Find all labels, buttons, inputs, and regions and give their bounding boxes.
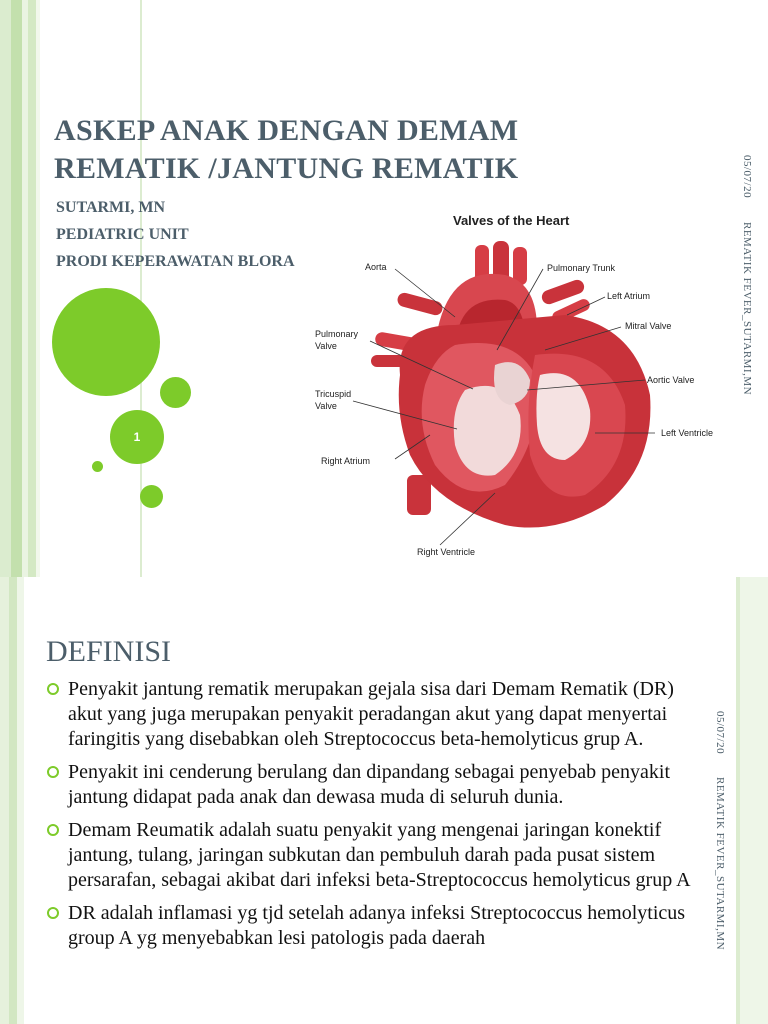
decor-stripe [0, 0, 11, 577]
section-heading: DEFINISI [46, 635, 171, 668]
label-left-ventricle: Left Ventricle [661, 428, 714, 438]
slide-number: 1 [110, 410, 164, 464]
definition-slide [0, 577, 768, 1024]
list-item-text: Penyakit jantung rematik merupakan gejala sisa dari Demam Rematik (DR) akut yang juga merupakan penyakit peradangan akut yang dapat menyertai faringitis yang disebabkan oleh Streptococcus beta-hemolyticus grup A. [68, 678, 674, 750]
list-item [46, 818, 696, 893]
decor-stripe [36, 0, 40, 577]
author-name: SUTARMI, MN [56, 199, 166, 216]
decor-circle-tiny [92, 461, 103, 472]
decor-stripe [740, 577, 768, 1024]
list-item-text: DR adalah inflamasi yg tjd setelah adanya infeksi Streptococcus hemolyticus group A yg menyebabkan lesi patologis pada daerah [68, 902, 686, 949]
label-aortic-valve: Aortic Valve [647, 375, 695, 385]
side-label: REMATIK FEVER_SUTARMI,MN [741, 222, 753, 396]
label-pulmonary-valve-1: Pulmonary [315, 329, 359, 339]
decor-stripe [11, 0, 22, 577]
label-aorta: Aorta [365, 262, 387, 272]
subtitle-block [56, 194, 306, 275]
decor-circle-medium [160, 377, 191, 408]
label-pulmonary-trunk: Pulmonary Trunk [547, 263, 616, 273]
slide-title [54, 112, 574, 188]
decor-circle-small [140, 485, 163, 508]
label-tricuspid-valve-1: Tricuspid [315, 389, 352, 399]
definition-list [46, 677, 696, 959]
list-item [46, 760, 696, 810]
bullet-circle-icon [47, 824, 59, 836]
decor-stripe [9, 577, 17, 1024]
heart-valves-diagram [305, 205, 735, 570]
unit-name: PEDIATRIC UNIT [56, 226, 189, 243]
label-right-ventricle: Right Ventricle [417, 547, 476, 557]
label-left-atrium: Left Atrium [607, 291, 651, 301]
decor-circle-large [52, 288, 160, 396]
heart-body [399, 315, 651, 528]
label-pulmonary-valve-2: Valve [315, 341, 337, 351]
decor-stripe [0, 577, 9, 1024]
diagram-title: Valves of the Heart [453, 213, 570, 228]
side-date: 05/07/20 [741, 155, 753, 199]
list-item-text: Penyakit ini cenderung berulang dan dipandang sebagai penyebab penyakit jantung didapat pada anak dan dewasa muda di seluruh dunia. [68, 761, 671, 808]
title-line-1: ASKEP ANAK DENGAN DEMAM [54, 114, 519, 147]
list-item [46, 677, 696, 752]
list-item-text: Demam Reumatik adalah suatu penyakit yang mengenai jaringan konektif jantung, tulang, jaringan subkutan dan pembuluh darah pada pusat sistem persarafan, sebagai akibat dari infeksi beta-Streptococcus hemolyticus grup A [68, 819, 691, 891]
label-right-atrium: Right Atrium [321, 456, 371, 466]
decor-stripe [28, 0, 36, 577]
label-mitral-valve: Mitral Valve [625, 321, 672, 331]
side-date: 05/07/20 [714, 711, 726, 755]
bullet-circle-icon [47, 907, 59, 919]
program-name: PRODI KEPERAWATAN BLORA [56, 253, 295, 270]
side-label: REMATIK FEVER_SUTARMI,MN [714, 777, 726, 951]
decor-stripe [17, 577, 24, 1024]
label-tricuspid-valve-2: Valve [315, 401, 337, 411]
list-item [46, 901, 696, 951]
bullet-circle-icon [47, 766, 59, 778]
title-line-2: REMATIK /JANTUNG REMATIK [54, 152, 519, 185]
bullet-circle-icon [47, 683, 59, 695]
